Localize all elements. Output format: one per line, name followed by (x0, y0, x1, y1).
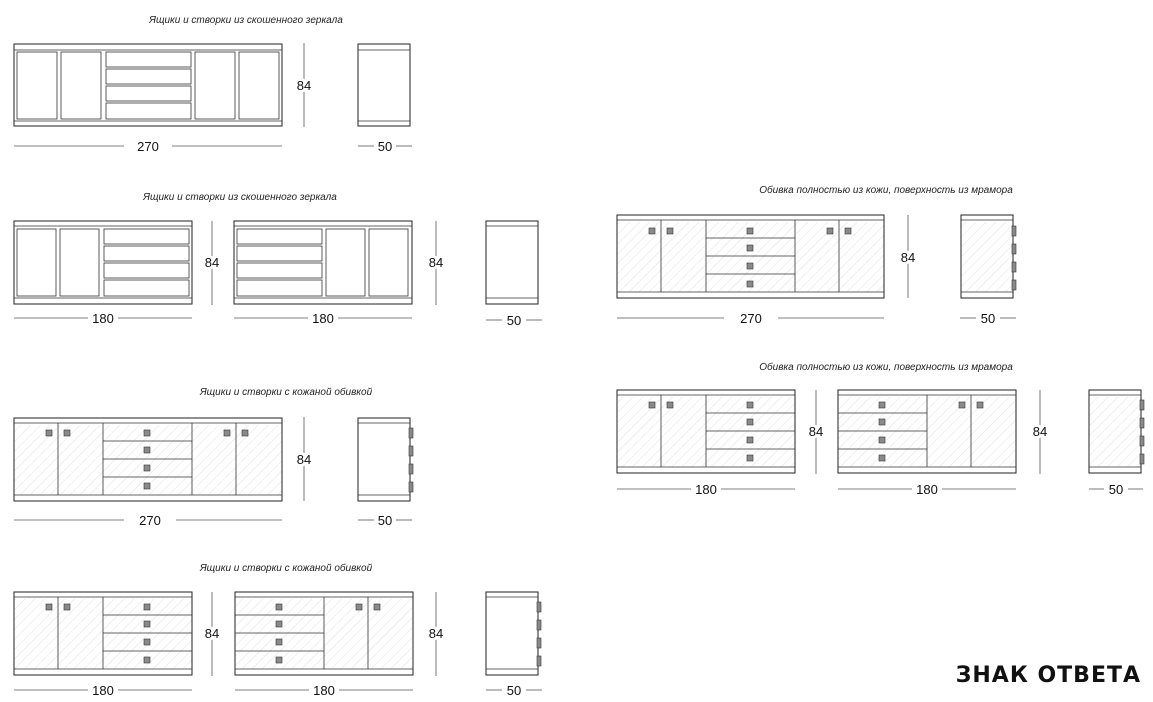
sideboard-leather-side-2 (486, 592, 541, 675)
sideboard-marble-180-right (838, 390, 1016, 473)
sideboard-mirror-180-left (14, 221, 192, 304)
dim-width-2b: 180 (312, 311, 334, 326)
brand-logo: ЗНАК ОТВЕТА (955, 663, 1141, 688)
dim-width-4: 270 (139, 513, 161, 528)
caption-marble-1: Обивка полностью из кожи, поверхность из мрамора (759, 185, 1013, 196)
dim-depth-6: 50 (506, 683, 522, 698)
dim-height-1: 84 (296, 78, 312, 93)
sideboard-marble-270-front (617, 215, 884, 298)
dim-width-6a: 180 (92, 683, 114, 698)
dim-width-3: 270 (740, 311, 762, 326)
dim-height-2b: 84 (428, 255, 444, 270)
sideboard-mirror-270-front (14, 44, 282, 126)
dim-width-5b: 180 (916, 482, 938, 497)
sideboard-leather-180-right (235, 592, 413, 675)
dim-width-2a: 180 (92, 311, 114, 326)
dim-depth-3: 50 (980, 311, 996, 326)
dim-height-6b: 84 (428, 626, 444, 641)
caption-leather-2: Ящики и створки с кожаной обивкой (199, 563, 373, 574)
dim-depth-1: 50 (377, 139, 393, 154)
sideboard-mirror-side-2 (486, 221, 538, 304)
caption-mirror-1: Ящики и створки из скошенного зеркала (149, 15, 343, 26)
sideboard-marble-180-left (617, 390, 795, 473)
dim-depth-5: 50 (1108, 482, 1124, 497)
dim-depth-2: 50 (506, 313, 522, 328)
caption-leather-1: Ящики и створки с кожаной обивкой (199, 387, 373, 398)
dim-depth-4: 50 (377, 513, 393, 528)
caption-marble-2: Обивка полностью из кожи, поверхность из мрамора (759, 362, 1013, 373)
dim-width-1: 270 (137, 139, 159, 154)
sideboard-leather-side-1 (358, 418, 413, 501)
sideboard-mirror-180-right (234, 221, 412, 304)
dim-height-6a: 84 (204, 626, 220, 641)
dim-width-6b: 180 (313, 683, 335, 698)
dim-height-4: 84 (296, 452, 312, 467)
sideboard-leather-180-left (14, 592, 192, 675)
sideboard-marble-side-2 (1089, 390, 1144, 473)
sideboard-mirror-side-1 (358, 44, 410, 126)
dim-height-5b: 84 (1032, 424, 1048, 439)
caption-mirror-2: Ящики и створки из скошенного зеркала (143, 192, 337, 203)
dim-height-3: 84 (900, 250, 916, 265)
dim-width-5a: 180 (695, 482, 717, 497)
dim-height-2a: 84 (204, 255, 220, 270)
sideboard-marble-side-1 (961, 215, 1016, 298)
sideboard-leather-270-front (14, 418, 282, 501)
dim-height-5a: 84 (808, 424, 824, 439)
